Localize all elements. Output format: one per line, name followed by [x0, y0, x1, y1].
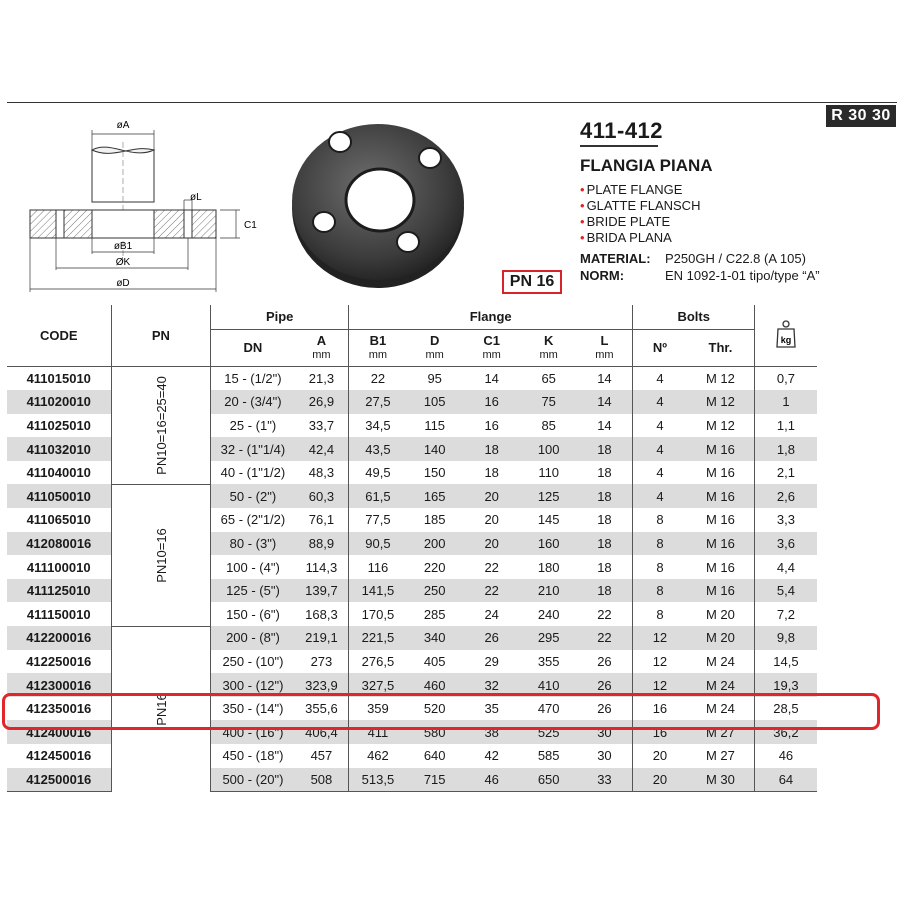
- cell-dn: 25 - (1"): [211, 414, 295, 438]
- top-divider: [7, 102, 897, 103]
- cell-dn: 125 - (5"): [211, 579, 295, 603]
- cell-c1: 20: [484, 512, 499, 528]
- cell-thr: M 16: [687, 532, 755, 556]
- cell-no: 20: [633, 744, 687, 768]
- cell-a: 33,7: [308, 417, 335, 433]
- cell-no: 16: [633, 720, 687, 744]
- material-label: MATERIAL:: [580, 251, 651, 266]
- cell-l: 22: [577, 626, 633, 650]
- cell-no: 20: [633, 768, 687, 792]
- cell-code: 412300016: [7, 673, 111, 697]
- cell-dn: 100 - (4"): [211, 555, 295, 579]
- cell-b1: 43,5: [349, 437, 407, 461]
- pn-group-label: PN16: [153, 692, 169, 726]
- cell-k: 75: [521, 390, 577, 414]
- cell-a: 219,1: [295, 626, 349, 650]
- cell-d: 580: [407, 720, 463, 744]
- cell-l: 26: [597, 701, 612, 717]
- col-thr-header: Thr.: [687, 329, 755, 366]
- title-underline: [580, 145, 658, 147]
- cell-code: 412500016: [7, 768, 111, 792]
- cell-a: 48,3: [308, 465, 335, 481]
- group-pipe-header: Pipe: [211, 305, 349, 329]
- cell-d: 405: [423, 653, 446, 669]
- cell-thr: M 27: [705, 748, 735, 764]
- cell-code: 411015010: [26, 370, 91, 386]
- group-bolts-header: Bolts: [633, 305, 755, 329]
- cell-k: 65: [541, 370, 556, 386]
- cell-thr: M 12: [687, 390, 755, 414]
- cell-c1: 29: [484, 653, 499, 669]
- cell-a: 88,9: [295, 532, 349, 556]
- cell-b1: 327,5: [349, 673, 407, 697]
- cell-dn: 200 - (8"): [211, 626, 295, 650]
- cell-d: 200: [407, 532, 463, 556]
- cell-k: 125: [521, 484, 577, 508]
- cell-thr: M 16: [705, 559, 735, 575]
- cell-no: 4: [633, 366, 687, 390]
- cell-b1: 90,5: [349, 532, 407, 556]
- cell-dn: 50 - (2"): [211, 484, 295, 508]
- cell-k: 295: [521, 626, 577, 650]
- cell-c1: 16: [484, 417, 499, 433]
- cell-a: 60,3: [295, 484, 349, 508]
- cell-kg: 2,6: [755, 484, 817, 508]
- cell-code: 412200016: [7, 626, 111, 650]
- cell-dn: 450 - (18"): [211, 744, 295, 768]
- cell-a: 508: [295, 768, 349, 792]
- cell-l: 18: [597, 559, 612, 575]
- col-pn-header: PN: [111, 305, 211, 366]
- cell-dn: 40 - (1"1/2): [211, 461, 295, 485]
- cell-b1: 411: [349, 720, 407, 744]
- cell-no: 4: [633, 437, 687, 461]
- cell-c1: 46: [463, 768, 521, 792]
- cell-no: 8: [633, 602, 687, 626]
- cell-dn: 32 - (1"1/4): [211, 437, 295, 461]
- group-flange-header: Flange: [349, 305, 633, 329]
- col-a-header: A mm: [295, 329, 349, 366]
- cell-dn: 20 - (3/4"): [211, 390, 295, 414]
- translation-item: • BRIDA PLANA: [580, 230, 700, 246]
- cell-thr: M 16: [687, 437, 755, 461]
- cell-a: 168,3: [305, 606, 338, 622]
- cell-l: 22: [597, 606, 612, 622]
- cell-a: 21,3: [308, 370, 335, 386]
- cell-no: 4: [633, 461, 687, 485]
- cell-dn: 150 - (6"): [211, 602, 295, 626]
- cell-thr: M 12: [705, 417, 735, 433]
- catalog-badge: R 30 30: [826, 105, 896, 127]
- col-k-header: K mm: [521, 329, 577, 366]
- col-weight-header: [755, 305, 817, 366]
- cell-k: 180: [537, 559, 560, 575]
- cell-kg: 19,3: [755, 673, 817, 697]
- cell-no: 8: [633, 579, 687, 603]
- pn-group-cell: [111, 366, 211, 484]
- cell-code: 412400016: [7, 720, 111, 744]
- cell-b1: 141,5: [349, 579, 407, 603]
- norm-spec: [580, 268, 820, 283]
- cell-c1: 18: [484, 465, 499, 481]
- cell-c1: 18: [463, 437, 521, 461]
- cell-code: 411125010: [7, 579, 111, 603]
- cell-kg: 4,4: [755, 555, 817, 579]
- cell-no: 8: [633, 508, 687, 532]
- product-name: FLANGIA PIANA: [580, 156, 713, 175]
- cell-d: 220: [423, 559, 446, 575]
- cell-a: 114,3: [305, 559, 338, 575]
- cell-l: 14: [597, 370, 612, 386]
- product-code-range: 411-412: [580, 118, 664, 143]
- cell-k: 160: [521, 532, 577, 556]
- cell-a: 26,9: [295, 390, 349, 414]
- table-row: [7, 484, 817, 508]
- cell-c1: 38: [463, 720, 521, 744]
- flange-technical-drawing: [22, 112, 262, 297]
- cell-no: 8: [633, 555, 687, 579]
- cell-dn: 300 - (12"): [211, 673, 295, 697]
- cell-l: 26: [597, 653, 612, 669]
- cell-a: 139,7: [295, 579, 349, 603]
- cell-code: 411100010: [26, 559, 91, 575]
- cell-kg: 36,2: [755, 720, 817, 744]
- pn-badge: PN 16: [502, 270, 562, 294]
- cell-dn: 65 - (2"1/2): [211, 508, 295, 532]
- norm-value: EN 1092-1-01 tipo/type “A”: [665, 268, 820, 283]
- cell-thr: M 24: [705, 653, 735, 669]
- cell-code: 411150010: [26, 606, 91, 622]
- cell-b1: 34,5: [349, 414, 407, 438]
- translation-item: • BRIDE PLATE: [580, 214, 700, 230]
- cell-c1: 14: [484, 370, 499, 386]
- cell-no: 4: [633, 390, 687, 414]
- cell-l: 30: [597, 748, 612, 764]
- translations-list: [580, 182, 700, 246]
- col-no-header: Nº: [633, 329, 687, 366]
- cell-code: 411040010: [26, 465, 91, 481]
- cell-code: 411065010: [26, 512, 91, 528]
- cell-kg: 3,3: [755, 508, 817, 532]
- cell-a: 42,4: [295, 437, 349, 461]
- cell-b1: 221,5: [349, 626, 407, 650]
- cell-kg: 64: [755, 768, 817, 792]
- cell-c1: 16: [463, 390, 521, 414]
- cell-c1: 20: [463, 532, 521, 556]
- cell-kg: 2,1: [755, 461, 817, 485]
- cell-c1: 22: [463, 579, 521, 603]
- cell-no: 12: [633, 673, 687, 697]
- cell-k: 240: [537, 606, 560, 622]
- weight-kg-icon: [775, 319, 797, 349]
- cell-d: 115: [424, 417, 446, 433]
- cell-l: 18: [597, 465, 612, 481]
- dim-c1-label: C1: [244, 220, 257, 231]
- cell-a: 273: [310, 653, 333, 669]
- cell-c1: 22: [484, 559, 499, 575]
- cell-no: 8: [633, 532, 687, 556]
- cell-k: 100: [521, 437, 577, 461]
- cell-c1: 26: [463, 626, 521, 650]
- cell-kg: 9,8: [755, 626, 817, 650]
- material-value: P250GH / C22.8 (A 105): [665, 251, 806, 266]
- cell-kg: 7,2: [755, 602, 817, 626]
- pn-group-label: PN10=16: [153, 527, 169, 583]
- cell-l: 18: [577, 484, 633, 508]
- cell-k: 145: [537, 512, 560, 528]
- cell-d: 150: [423, 465, 446, 481]
- cell-b1: 77,5: [349, 508, 407, 532]
- cell-kg: 28,5: [755, 697, 817, 721]
- cell-code: 411050010: [7, 484, 111, 508]
- cell-l: 30: [577, 720, 633, 744]
- dim-a-label: øA: [116, 120, 130, 131]
- cell-b1: 462: [349, 744, 407, 768]
- cell-d: 715: [407, 768, 463, 792]
- cell-k: 110: [538, 465, 560, 481]
- dim-k-label: ØK: [115, 257, 131, 268]
- cell-a: 355,6: [305, 701, 338, 717]
- cell-a: 76,1: [308, 512, 335, 528]
- cell-l: 14: [577, 390, 633, 414]
- cell-k: 470: [537, 701, 560, 717]
- cell-a: 406,4: [295, 720, 349, 744]
- cell-no: 12: [633, 650, 687, 674]
- cell-no: 12: [633, 626, 687, 650]
- cell-l: 18: [577, 532, 633, 556]
- cell-k: 650: [521, 768, 577, 792]
- cell-kg: 3,6: [755, 532, 817, 556]
- cell-b1: 359: [349, 697, 407, 721]
- cell-c1: 42: [484, 748, 499, 764]
- cell-kg: 5,4: [755, 579, 817, 603]
- cell-c1: 20: [463, 484, 521, 508]
- cell-thr: M 24: [705, 701, 735, 717]
- cell-d: 640: [423, 748, 446, 764]
- cell-kg: 14,5: [755, 650, 817, 674]
- cell-l: 18: [597, 512, 612, 528]
- cell-a: 457: [310, 748, 333, 764]
- cell-kg: 1,8: [755, 437, 817, 461]
- cell-b1: 49,5: [349, 461, 407, 485]
- cell-k: 585: [537, 748, 560, 764]
- cell-dn: 80 - (3"): [211, 532, 295, 556]
- cell-no: 4: [633, 484, 687, 508]
- cell-d: 340: [407, 626, 463, 650]
- cell-d: 185: [423, 512, 446, 528]
- weight-icon-label: kg: [780, 334, 792, 345]
- cell-k: 410: [521, 673, 577, 697]
- cell-dn: 400 - (16"): [211, 720, 295, 744]
- cell-d: 250: [407, 579, 463, 603]
- cell-thr: M 20: [687, 626, 755, 650]
- col-l-header: L mm: [577, 329, 633, 366]
- cell-d: 460: [407, 673, 463, 697]
- cell-k: 85: [541, 417, 556, 433]
- cell-k: 525: [521, 720, 577, 744]
- col-d-header: D mm: [407, 329, 463, 366]
- norm-label: NORM:: [580, 268, 625, 283]
- cell-d: 165: [407, 484, 463, 508]
- cell-kg: 0,7: [755, 366, 817, 390]
- cell-dn: 500 - (20"): [211, 768, 295, 792]
- dim-d-label: øD: [116, 278, 130, 289]
- cell-c1: 35: [484, 701, 499, 717]
- cell-no: 16: [633, 697, 687, 721]
- col-b1-header: B1 mm: [349, 329, 407, 366]
- cell-thr: M 24: [687, 673, 755, 697]
- cell-code: 412250016: [26, 653, 92, 669]
- cell-no: 4: [633, 414, 687, 438]
- cell-b1: 27,5: [349, 390, 407, 414]
- cell-l: 26: [577, 673, 633, 697]
- cell-dn: 250 - (10"): [211, 650, 295, 674]
- cell-thr: M 16: [687, 579, 755, 603]
- cell-k: 210: [521, 579, 577, 603]
- cell-thr: M 30: [687, 768, 755, 792]
- dim-l-label: øL: [190, 192, 202, 203]
- cell-c1: 32: [463, 673, 521, 697]
- cell-kg: 1,1: [755, 414, 817, 438]
- col-code-header: CODE: [7, 305, 111, 366]
- cell-thr: M 16: [705, 512, 735, 528]
- cell-code: 412450016: [26, 748, 92, 764]
- cell-thr: M 12: [705, 370, 735, 386]
- cell-code: 411032010: [7, 437, 111, 461]
- cell-kg: 46: [755, 744, 817, 768]
- cell-k: 355: [537, 653, 560, 669]
- translation-item: • GLATTE FLANSCH: [580, 198, 700, 214]
- cell-c1: 24: [484, 606, 499, 622]
- cell-code: 412080016: [7, 532, 111, 556]
- cell-b1: 22: [349, 366, 407, 390]
- pn-group-label: PN10=16=25=40: [153, 375, 169, 475]
- cell-dn: 15 - (1/2"): [211, 366, 295, 390]
- cell-b1: 116: [349, 555, 407, 579]
- cell-kg: 1: [755, 390, 817, 414]
- cell-b1: 170,5: [349, 602, 407, 626]
- translation-item: • PLATE FLANGE: [580, 182, 700, 198]
- cell-dn: 350 - (14"): [211, 697, 295, 721]
- material-spec: [580, 251, 806, 266]
- cell-thr: M 16: [687, 484, 755, 508]
- cell-b1: 61,5: [349, 484, 407, 508]
- cell-l: 18: [577, 579, 633, 603]
- cell-code: 412350016: [26, 701, 92, 717]
- cell-d: 520: [423, 701, 446, 717]
- pn-group-cell: [111, 484, 211, 626]
- table-row: [7, 626, 817, 650]
- cell-b1: 513,5: [349, 768, 407, 792]
- cell-d: 105: [407, 390, 463, 414]
- cell-a: 323,9: [295, 673, 349, 697]
- cell-thr: M 27: [687, 720, 755, 744]
- table-row: [7, 366, 817, 390]
- col-dn-header: DN: [211, 329, 295, 366]
- cell-thr: M 16: [705, 465, 735, 481]
- dim-b1-label: øB1: [113, 241, 133, 252]
- cell-l: 33: [577, 768, 633, 792]
- cell-d: 140: [407, 437, 463, 461]
- cell-b1: 276,5: [349, 650, 407, 674]
- highlighted-row-marker: [2, 693, 880, 730]
- cell-code: 411020010: [7, 390, 111, 414]
- cell-code: 411025010: [26, 417, 91, 433]
- flange-product-photo: [288, 120, 468, 290]
- col-c1-header: C1 mm: [463, 329, 521, 366]
- cell-d: 95: [427, 370, 442, 386]
- cell-l: 18: [577, 437, 633, 461]
- cell-thr: M 20: [705, 606, 735, 622]
- cell-l: 14: [597, 417, 612, 433]
- cell-d: 285: [423, 606, 446, 622]
